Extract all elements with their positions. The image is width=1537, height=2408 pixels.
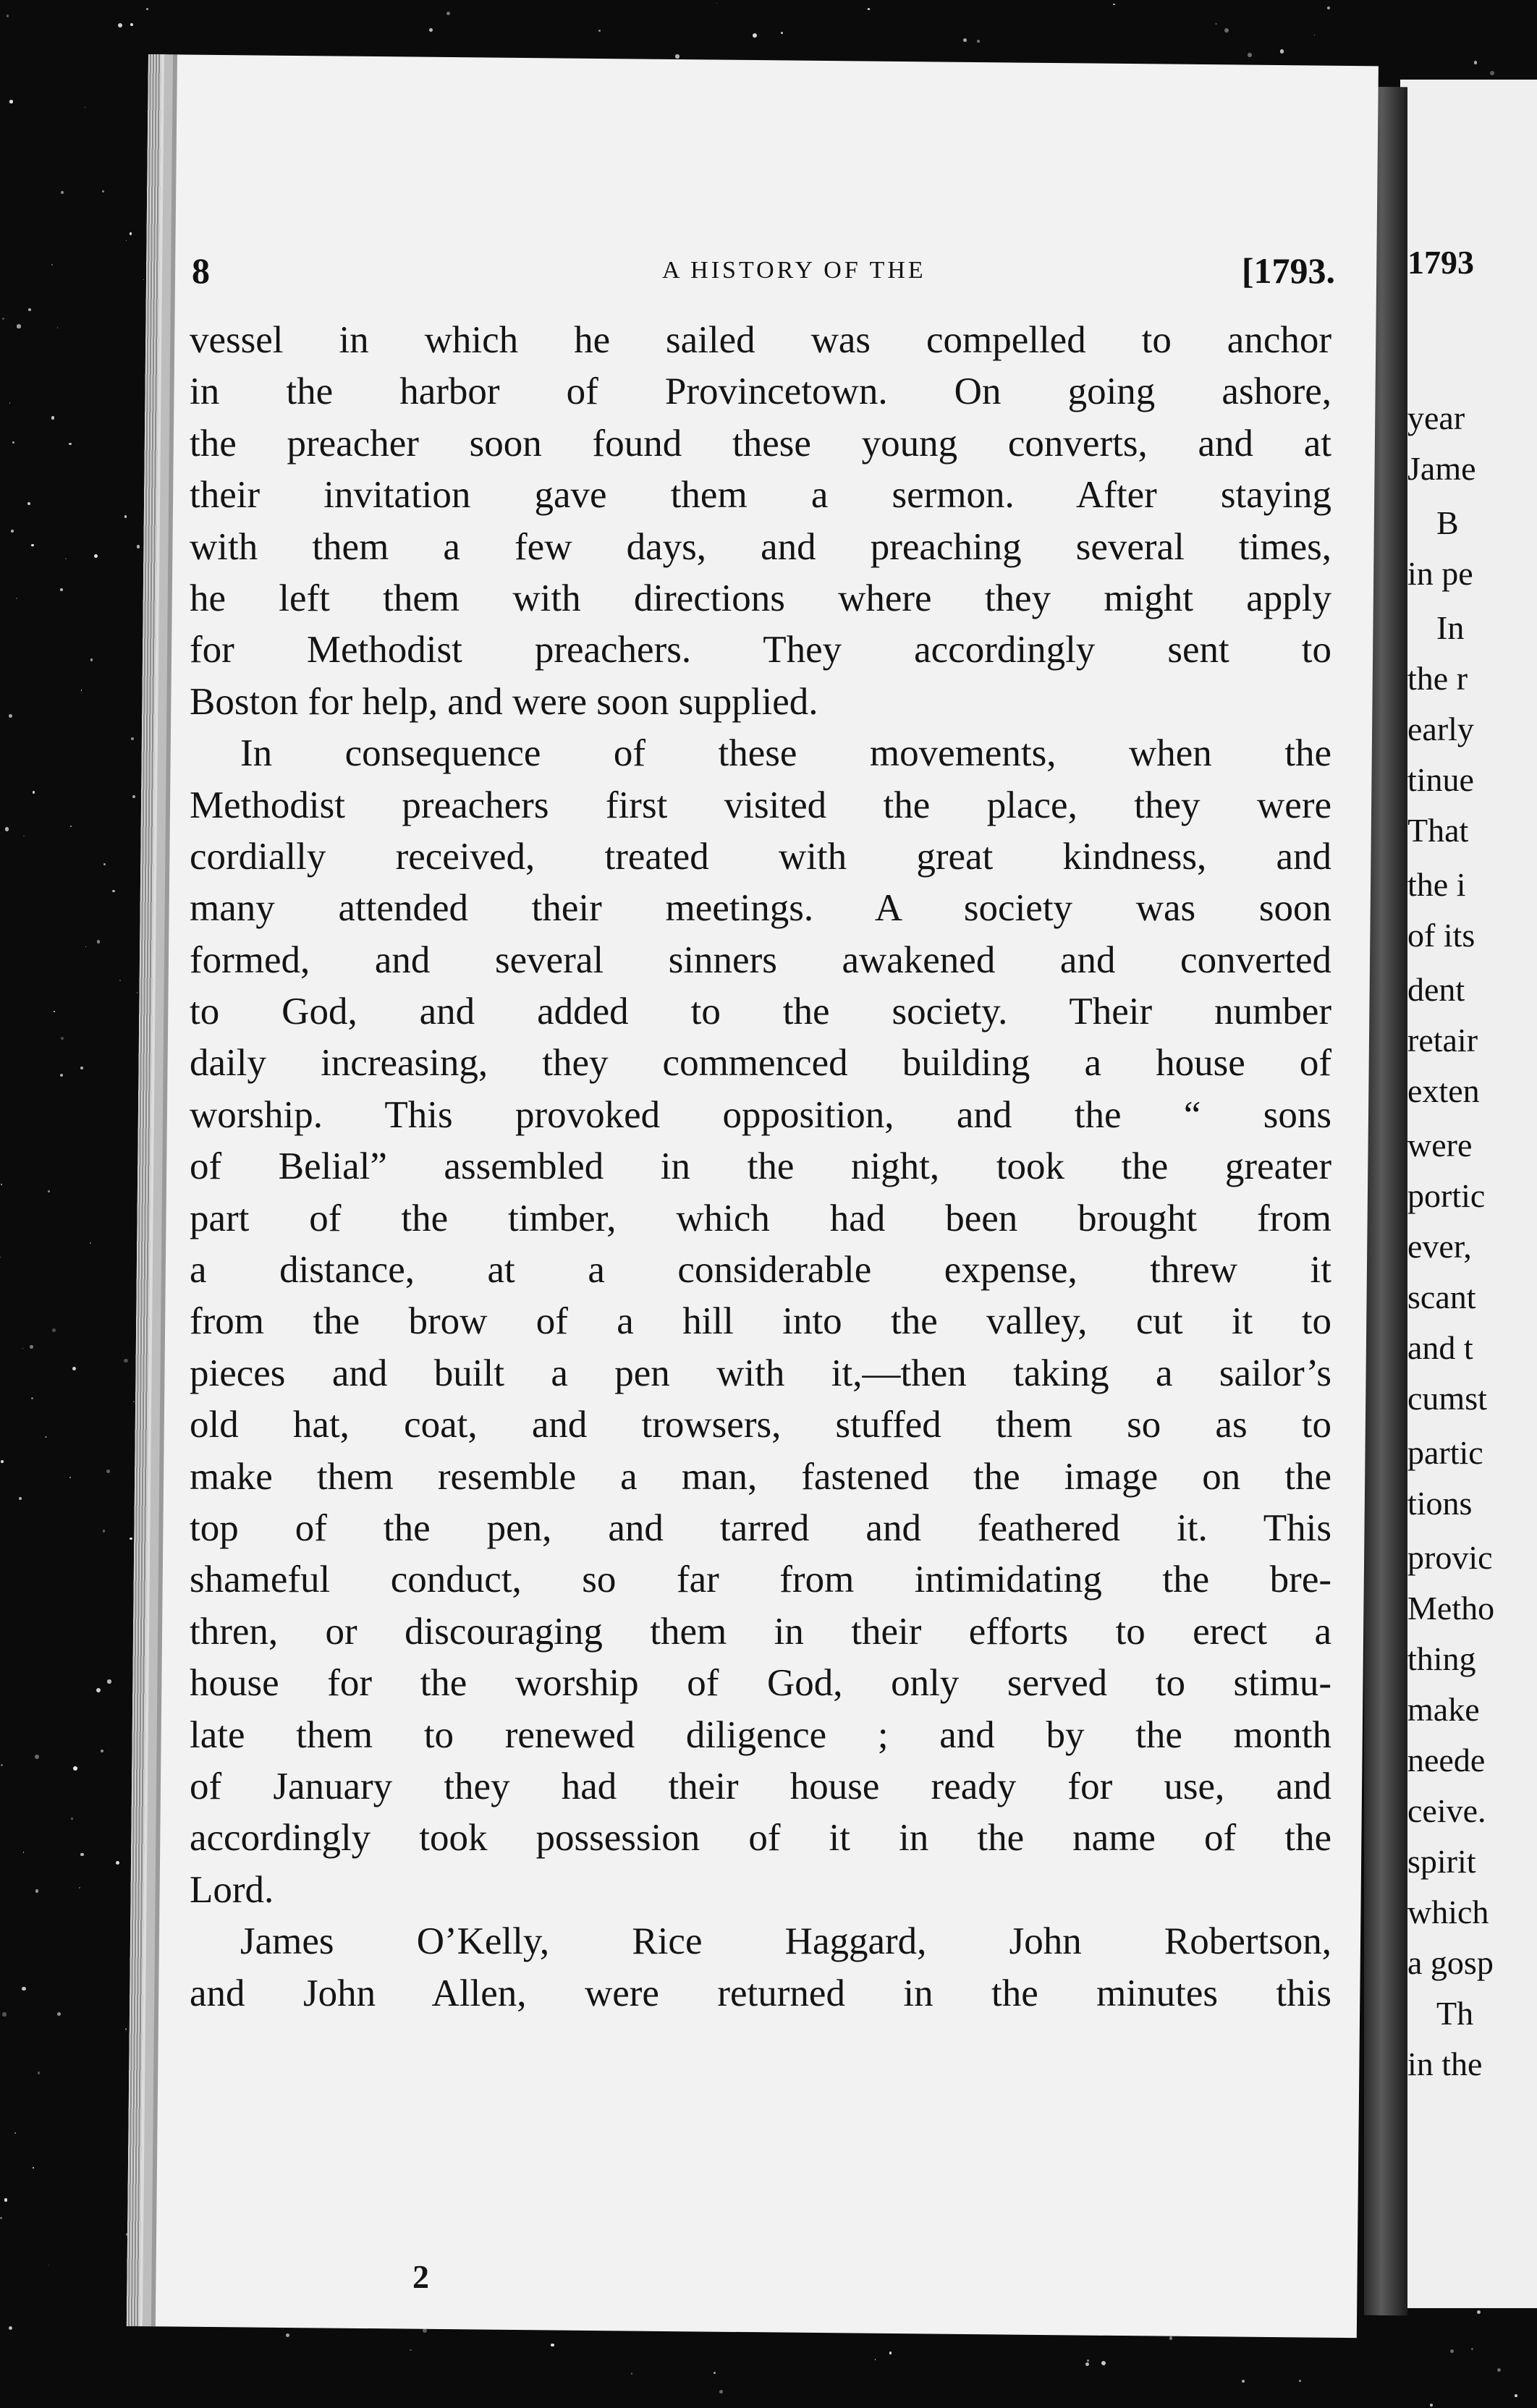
dust-speck xyxy=(73,1766,77,1771)
dust-speck xyxy=(12,441,14,444)
dust-speck xyxy=(1216,23,1217,25)
text-line: daily increasing, they commenced building a house of xyxy=(190,1042,1331,1085)
text-line: thren, or discouraging them in their efforts to erect a xyxy=(190,1610,1331,1653)
dust-speck xyxy=(51,264,53,266)
signature-mark: 2 xyxy=(412,2258,429,2295)
dust-speck xyxy=(1113,4,1115,6)
facing-page-line: year xyxy=(1407,399,1465,436)
facing-page-line: Jame xyxy=(1407,450,1476,487)
dust-speck xyxy=(1490,71,1494,75)
facing-page-line: tions xyxy=(1407,1485,1473,1522)
dust-speck xyxy=(116,1861,119,1865)
text-line: from the brow of a hill into the valley, cut it to xyxy=(190,1300,1331,1343)
dust-speck xyxy=(137,545,140,548)
text-line: make them resemble a man, fastened the image on the xyxy=(190,1455,1331,1498)
facing-page-line: the r xyxy=(1407,660,1468,697)
facing-page-line: tinue xyxy=(1407,761,1474,798)
dust-speck xyxy=(1085,2362,1089,2366)
dust-speck xyxy=(28,308,31,311)
dust-speck xyxy=(31,1397,33,1399)
dust-speck xyxy=(112,890,114,892)
dust-speck xyxy=(103,863,106,865)
facing-page-line: the i xyxy=(1407,866,1466,903)
dust-speck xyxy=(35,1889,39,1893)
dust-speck xyxy=(977,40,980,43)
dust-speck xyxy=(1101,2361,1106,2365)
facing-page-line: In xyxy=(1436,609,1465,646)
text-line: worship. This provoked opposition, and the “ sons xyxy=(190,1093,1331,1136)
dust-speck xyxy=(781,32,784,35)
dust-speck xyxy=(410,2349,411,2351)
text-line: Boston for help, and were soon supplied. xyxy=(190,680,818,723)
facing-page-line: of its xyxy=(1407,917,1475,954)
dust-speck xyxy=(868,8,870,10)
text-line: of Belial” assembled in the night, took the greater xyxy=(190,1145,1331,1188)
dust-speck xyxy=(11,530,14,533)
facing-page-line: provic xyxy=(1407,1539,1493,1576)
dust-speck xyxy=(96,1688,101,1692)
dust-speck xyxy=(124,1359,128,1363)
facing-page-line: a gosp xyxy=(1407,1944,1494,1981)
text-line: formed, and several sinners awakened and converted xyxy=(190,938,1331,981)
dust-speck xyxy=(286,2333,289,2337)
text-line: In consequence of these movements, when the xyxy=(240,732,1331,775)
dust-speck xyxy=(130,232,132,234)
dust-speck xyxy=(14,2132,16,2134)
dust-speck xyxy=(9,714,12,718)
text-line: top of the pen, and tarred and feathered it. This xyxy=(190,1506,1331,1549)
dust-speck xyxy=(130,1538,132,1540)
dust-speck xyxy=(70,826,72,827)
dust-speck xyxy=(85,946,86,947)
facing-page-line: B xyxy=(1436,504,1459,541)
dust-speck xyxy=(9,2326,12,2330)
dust-speck xyxy=(57,327,58,328)
text-line: for Methodist preachers. They accordingly sent to xyxy=(190,629,1331,671)
text-line: accordingly took possession of it in the name of the xyxy=(190,1817,1331,1860)
dust-speck xyxy=(119,980,121,981)
facing-page-line: in pe xyxy=(1407,555,1473,592)
dust-speck xyxy=(38,2072,40,2074)
dust-speck xyxy=(1450,2349,1454,2353)
dust-speck xyxy=(97,940,100,943)
dust-speck xyxy=(1280,49,1284,54)
dust-speck xyxy=(22,1987,26,1991)
dust-speck xyxy=(1299,2380,1301,2382)
dust-speck xyxy=(9,402,10,403)
dust-speck xyxy=(79,1887,80,1888)
running-title: A HISTORY OF THE xyxy=(662,257,926,284)
dust-speck xyxy=(719,2390,723,2394)
dust-speck xyxy=(31,544,33,546)
facing-page-line: which xyxy=(1407,1894,1489,1930)
dust-speck xyxy=(69,443,72,446)
dust-speck xyxy=(80,1067,83,1069)
dust-speck xyxy=(9,100,12,103)
dust-speck xyxy=(1474,61,1478,64)
facing-page-line: spirit xyxy=(1407,1843,1476,1880)
dust-speck xyxy=(71,1818,73,1820)
dust-speck xyxy=(103,1530,105,1532)
text-line: pieces and built a pen with it,—then taking a sailor’s xyxy=(190,1352,1331,1394)
text-line: the preacher soon found these young converts, and at xyxy=(190,422,1331,465)
dust-speck xyxy=(130,23,133,26)
dust-speck xyxy=(1248,53,1252,57)
page-number: 8 xyxy=(192,250,210,291)
facing-page-line: That xyxy=(1407,812,1469,849)
dust-speck xyxy=(1,1764,3,1766)
dust-speck xyxy=(22,1348,23,1349)
dust-speck xyxy=(45,1436,46,1438)
dust-speck xyxy=(131,737,134,740)
dust-speck xyxy=(132,795,135,798)
facing-page-line: neede xyxy=(1407,1742,1486,1779)
text-line: house for the worship of God, only served to stimu- xyxy=(190,1662,1331,1705)
facing-page-line: Th xyxy=(1436,1995,1474,2032)
dust-speck xyxy=(60,1074,63,1077)
dust-speck xyxy=(5,827,9,831)
dust-speck xyxy=(1,1184,2,1185)
dust-speck xyxy=(1497,2368,1501,2372)
dust-speck xyxy=(94,554,98,558)
facing-page-line: and t xyxy=(1407,1329,1473,1366)
dust-speck xyxy=(631,2373,632,2374)
dust-speck xyxy=(65,558,67,559)
dust-speck xyxy=(4,2198,7,2201)
dust-speck xyxy=(1477,2310,1481,2314)
dust-speck xyxy=(52,1328,56,1333)
dust-speck xyxy=(716,3,718,4)
dust-speck xyxy=(7,14,9,17)
text-line: in the harbor of Provincetown. On going ashore, xyxy=(190,370,1331,413)
text-line: part of the timber, which had been brought from xyxy=(190,1197,1331,1239)
dust-speck xyxy=(551,2344,554,2347)
running-year: [1793. xyxy=(1241,250,1335,291)
dust-speck xyxy=(1242,2380,1245,2383)
dust-speck xyxy=(90,1242,91,1244)
dust-speck xyxy=(118,23,122,27)
dust-speck xyxy=(875,2359,876,2360)
text-line: vessel in which he sailed was compelled to anchor xyxy=(190,319,1331,361)
dust-speck xyxy=(133,1401,135,1402)
dust-speck xyxy=(146,8,148,9)
facing-page-line: 1793 xyxy=(1407,244,1474,281)
facing-page-line: scant xyxy=(1407,1279,1476,1315)
dust-speck xyxy=(27,502,30,505)
text-line: James O’Kelly, Rice Haggard, John Robertson, xyxy=(240,1920,1331,1963)
text-line: to God, and added to the society. Their number xyxy=(190,991,1331,1033)
facing-page-line: ever, xyxy=(1407,1228,1472,1265)
facing-page-line: cumst xyxy=(1407,1380,1487,1417)
body-text xyxy=(190,315,1331,2019)
text-line: with them a few days, and preaching several times, xyxy=(190,525,1331,568)
dust-speck xyxy=(963,38,967,42)
dust-speck xyxy=(1224,28,1229,33)
dust-speck xyxy=(90,658,93,661)
facing-page-line: dent xyxy=(1407,971,1465,1008)
dust-speck xyxy=(107,1679,111,1683)
dust-speck xyxy=(429,28,433,32)
text-line: a distance, at a considerable expense, threw it xyxy=(190,1249,1331,1292)
dust-speck xyxy=(54,1011,55,1012)
facing-page-line: portic xyxy=(1407,1177,1486,1214)
text-line: their invitation gave them a sermon. After staying xyxy=(190,474,1331,517)
dust-speck xyxy=(101,1750,103,1752)
dust-speck xyxy=(48,1190,50,1192)
dust-speck xyxy=(675,54,679,58)
text-line: Methodist preachers first visited the place, they were xyxy=(190,784,1331,826)
dust-speck xyxy=(51,416,55,420)
facing-page-line: Metho xyxy=(1407,1590,1495,1627)
dust-speck xyxy=(69,1477,71,1478)
facing-page-fragment xyxy=(1400,80,1537,2308)
text-line: old hat, coat, and trowsers, stuffed them so as to xyxy=(190,1404,1331,1446)
dust-speck xyxy=(1471,2348,1473,2350)
dust-speck xyxy=(30,1345,33,1348)
running-head xyxy=(192,250,1335,300)
dust-speck xyxy=(2,2012,6,2016)
facing-page-line: were xyxy=(1407,1127,1473,1163)
dust-speck xyxy=(60,588,63,591)
dust-speck xyxy=(33,791,35,794)
dust-speck xyxy=(0,1257,1,1258)
dust-speck xyxy=(126,240,127,241)
dust-speck xyxy=(72,1367,76,1370)
dust-speck xyxy=(753,33,757,38)
dust-speck xyxy=(106,1470,110,1473)
facing-page-line: make xyxy=(1407,1691,1480,1728)
text-line: cordially received, treated with great kindness, and xyxy=(190,835,1331,878)
facing-page-line: exten xyxy=(1407,1072,1480,1109)
text-line: and John Allen, were returned in the minutes this xyxy=(190,1972,1331,2014)
dust-speck xyxy=(714,2372,716,2374)
text-line: shameful conduct, so far from intimidating the bre- xyxy=(190,1559,1331,1601)
dust-speck xyxy=(102,190,104,192)
dust-speck xyxy=(446,12,450,15)
dust-speck xyxy=(23,836,25,837)
dust-speck xyxy=(0,2217,1,2218)
text-line: he left them with directions where they might apply xyxy=(190,577,1331,619)
dust-speck xyxy=(17,324,20,328)
dust-speck xyxy=(1,1460,4,1463)
dust-speck xyxy=(19,1497,22,1500)
dust-speck xyxy=(1430,2404,1433,2407)
dust-speck xyxy=(1087,2360,1089,2362)
dust-speck xyxy=(57,2012,61,2016)
facing-page-line: in the xyxy=(1407,2045,1483,2082)
dust-speck xyxy=(80,1853,84,1857)
facing-page-line: partic xyxy=(1407,1434,1483,1471)
dust-speck xyxy=(1169,2336,1172,2339)
dust-speck xyxy=(61,191,64,194)
text-line: late them to renewed diligence ; and by the month xyxy=(190,1713,1331,1756)
dust-speck xyxy=(125,2028,127,2030)
dust-speck xyxy=(143,279,144,280)
facing-page-line: ceive. xyxy=(1407,1792,1486,1829)
dust-speck xyxy=(2,318,4,320)
dust-speck xyxy=(124,515,127,517)
dust-speck xyxy=(35,1755,39,1759)
facing-page-line: thing xyxy=(1407,1640,1476,1677)
text-line: of January they had their house ready for use, and xyxy=(190,1765,1331,1807)
dust-speck xyxy=(1327,7,1330,9)
dust-speck xyxy=(61,1037,64,1040)
dust-speck xyxy=(33,2167,34,2169)
dust-speck xyxy=(598,30,601,32)
dust-speck xyxy=(1515,2394,1517,2397)
facing-page-line: early xyxy=(1407,711,1474,747)
text-line: Lord. xyxy=(190,1868,274,1911)
facing-page-line: retair xyxy=(1407,1022,1478,1059)
dust-speck xyxy=(889,2352,892,2354)
text-line: many attended their meetings. A society was soon xyxy=(190,887,1331,930)
